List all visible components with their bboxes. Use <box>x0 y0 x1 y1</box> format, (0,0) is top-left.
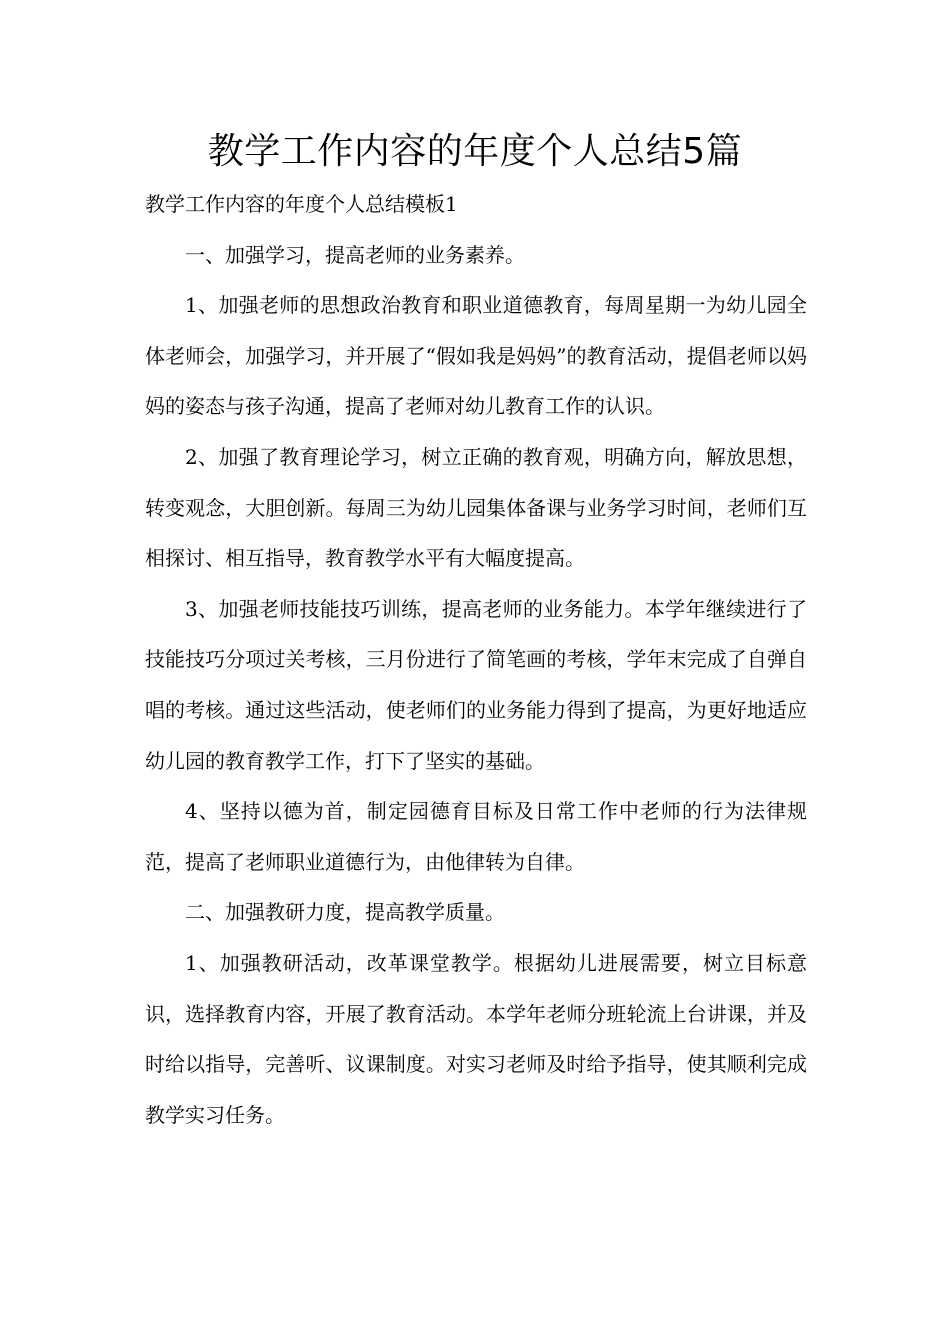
section-heading-1: 一、加强学习，提高老师的业务素养。 <box>185 242 525 267</box>
document-body <box>145 179 807 1140</box>
paragraph-1-4: 4、坚持以德为首，制定园德育目标及日常工作中老师的行为法律规范，提高了老师职业道德行为，由他律转为自律。 <box>145 799 807 874</box>
document-title: 教学工作内容的年度个人总结5篇 <box>207 131 743 172</box>
paragraph-1-1: 1、加强老师的思想政治教育和职业道德教育，每周星期一为幼儿园全体老师会，加强学习，并开展了“假如我是妈妈”的教育活动，提倡老师以妈妈的姿态与孩子沟通，提高了老师对幼儿教育工作的认识。 <box>145 293 807 419</box>
paragraph-2-1: 1、加强教研活动，改革课堂教学。根据幼儿进展需要，树立目标意识，选择教育内容，开展了教育活动。本学年老师分班轮流上台讲课，并及时给以指导，完善听、议课制度。对实习老师及时给予指导，使其顺利完成教学实习任务。 <box>145 950 807 1127</box>
paragraph-1-2: 2、加强了教育理论学习，树立正确的教育观，明确方向，解放思想，转变观念，大胆创新。每周三为幼儿园集体备课与业务学习时间，老师们互相探讨、相互指导，教育教学水平有大幅度提高。 <box>145 444 807 571</box>
template-subtitle: 教学工作内容的年度个人总结模板1 <box>145 192 458 216</box>
section-heading-2: 二、加强教研力度，提高教学质量。 <box>185 900 505 925</box>
paragraph-1-3: 3、加强老师技能技巧训练，提高老师的业务能力。本学年继续进行了技能技巧分项过关考核，三月份进行了简笔画的考核，学年末完成了自弹自唱的考核。通过这些活动，使老师们的业务能力得到了提高，为更好地适应幼儿园的教育教学工作，打下了坚实的基础。 <box>145 596 807 773</box>
